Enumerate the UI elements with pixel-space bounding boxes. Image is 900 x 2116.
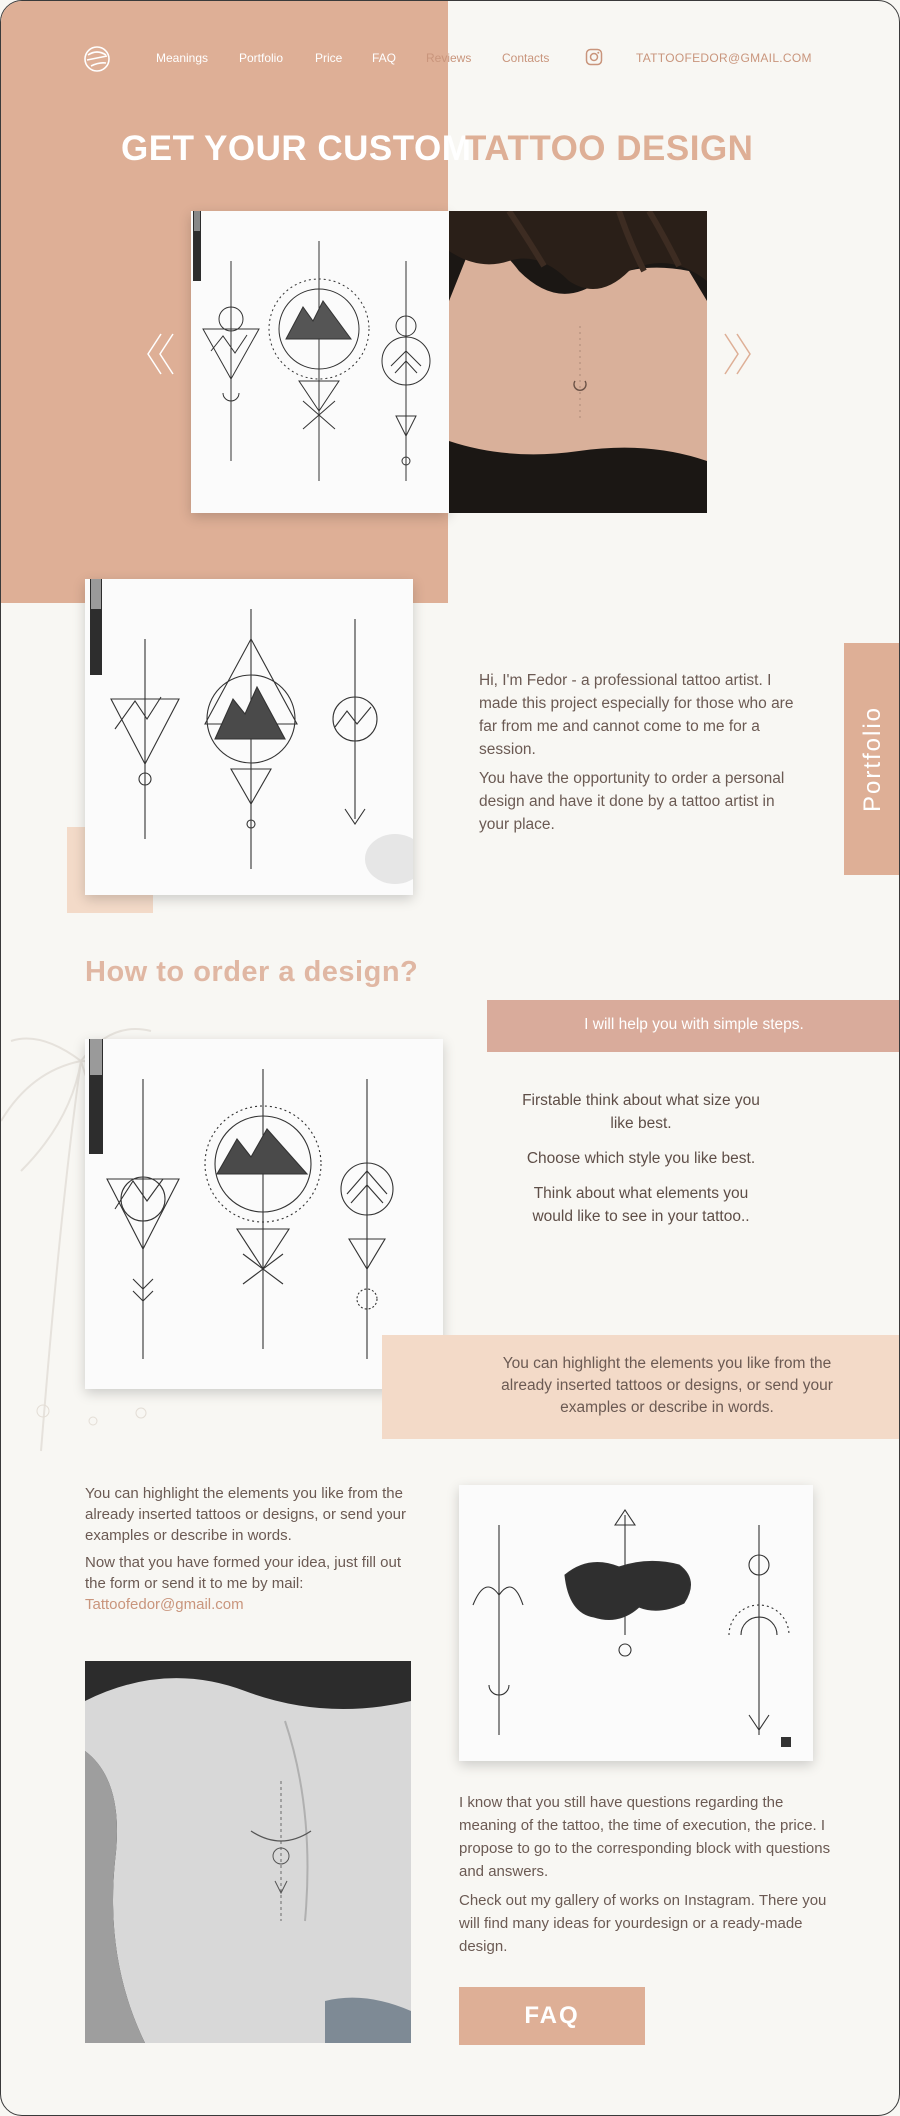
hero-sketch-image — [191, 211, 449, 513]
logo-icon[interactable] — [83, 45, 111, 73]
nav-link-meanings[interactable]: Meanings — [156, 51, 209, 65]
tattoo-sketch-illustration — [459, 1485, 813, 1761]
questions-paragraph-2: Check out my gallery of works on Instagram. There you will find many ideas for yourdesign or a ready-made design. — [459, 1892, 827, 1955]
order-email-link[interactable]: Tattoofedor@gmail.com — [85, 1596, 244, 1613]
questions-paragraph-1: I know that you still have questions regarding the meaning of the tattoo, the time of execution, the price. I propose to go to the corresponding block with questions and answers. — [459, 1794, 831, 1880]
steps-banner-text: I will help you with simple steps. — [584, 1016, 804, 1033]
portfolio-side-tab[interactable] — [844, 643, 900, 875]
hero-back-tattoo-photo — [449, 211, 707, 513]
step-elements: Think about what elements you would like to see in your tattoo.. — [532, 1185, 750, 1225]
highlight-banner — [382, 1335, 900, 1439]
step-style: Choose which style you like best. — [526, 1150, 756, 1167]
nav-link-portfolio[interactable]: Portfolio — [239, 51, 284, 65]
step-size: Firstable think about what size you like best. — [522, 1092, 760, 1132]
highlight-banner-text: You can highlight the elements you like from the already inserted tattoos or designs, or send your examples or describe in words. — [501, 1355, 833, 1416]
nav-link-faq[interactable]: FAQ — [372, 51, 397, 65]
back-photo-illustration — [449, 211, 707, 513]
faq-button[interactable]: FAQ — [459, 1987, 645, 2045]
nav-link-contacts[interactable]: Contacts — [502, 51, 550, 65]
tattoo-sketch-illustration — [85, 579, 413, 895]
side-photo-illustration — [85, 1661, 411, 2043]
nav-email-link[interactable]: TATTOOFEDOR@GMAIL.COM — [636, 51, 812, 65]
order-form-text: Now that you have formed your idea, just fill out the form or send it to me by mail: — [85, 1554, 401, 1592]
order-text — [85, 1483, 425, 1621]
questions-text — [459, 1791, 839, 1964]
intro-sketch-image — [85, 579, 413, 895]
side-tattoo-photo — [85, 1661, 411, 2043]
order-steps — [521, 1089, 761, 1240]
world-map-sketch-image — [459, 1485, 813, 1761]
steps-banner — [487, 1000, 900, 1052]
carousel-prev-icon[interactable] — [145, 331, 177, 377]
hero-title-tattoo-design: TATTOO DESIGN — [465, 129, 754, 168]
intro-paragraph-1: Hi, I'm Fedor - a professional tattoo artist. I made this project especially for those who are far from me and cannot come to me for a session. — [479, 672, 794, 758]
top-navigation — [1, 45, 900, 71]
hero-title-custom: GET YOUR CUSTOM — [121, 129, 472, 168]
how-to-order-heading: How to order a design? — [85, 956, 419, 988]
portfolio-tab-label: Portfolio — [858, 705, 886, 813]
nav-link-price[interactable]: Price — [315, 51, 343, 65]
nav-link-reviews[interactable]: Reviews — [426, 51, 472, 65]
intro-text — [479, 669, 809, 842]
order-paragraph-2 — [85, 1552, 425, 1615]
carousel-next-icon[interactable] — [721, 331, 753, 377]
order-paragraph-1: You can highlight the elements you like from the already inserted tattoos or designs, or send your examples or describe in words. — [85, 1485, 407, 1544]
instagram-icon[interactable] — [585, 48, 603, 66]
intro-paragraph-2: You have the opportunity to order a personal design and have it done by a tattoo artist in your place. — [479, 770, 785, 833]
tattoo-sketch-illustration — [191, 211, 449, 513]
